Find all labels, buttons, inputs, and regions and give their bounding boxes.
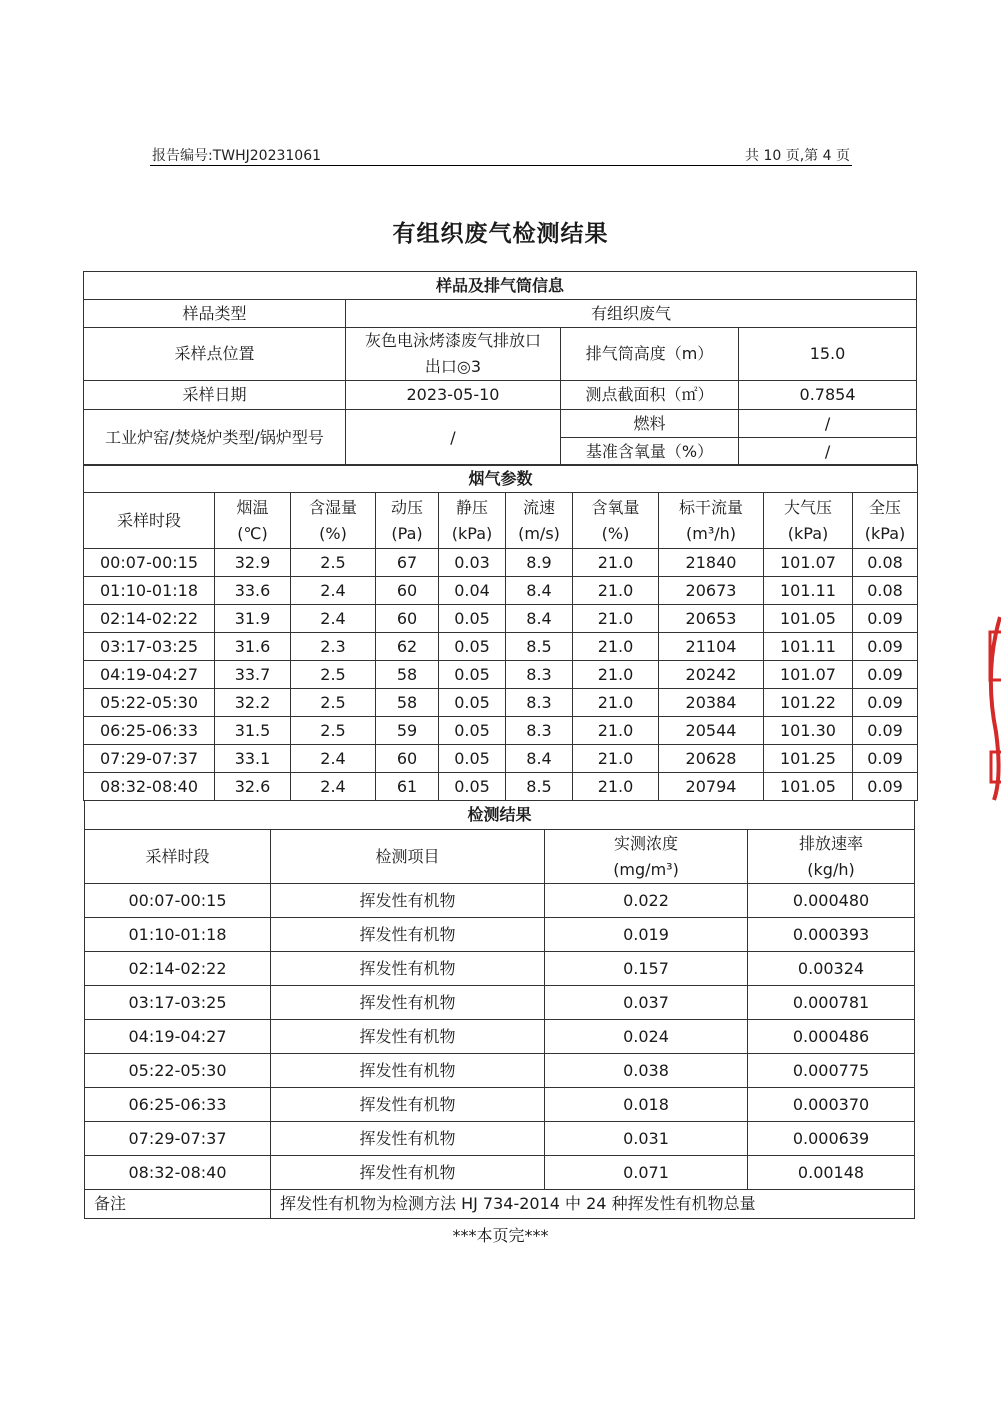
results-header-cell bbox=[748, 830, 915, 884]
flue-cell: 60 bbox=[376, 605, 439, 633]
flue-header-cell bbox=[659, 493, 764, 549]
flue-header-cell bbox=[291, 493, 376, 549]
flue-cell: 31.6 bbox=[215, 633, 291, 661]
flue-cell: 21.0 bbox=[573, 605, 659, 633]
flue-cell: 2.5 bbox=[291, 661, 376, 689]
results-header-name: 检测项目 bbox=[375, 846, 440, 866]
flue-row bbox=[84, 577, 918, 605]
flue-header-unit: (Pa) bbox=[391, 523, 423, 543]
result-cell: 07:29-07:37 bbox=[85, 1122, 271, 1156]
result-cell: 0.024 bbox=[545, 1020, 748, 1054]
result-row bbox=[85, 1020, 915, 1054]
flue-row bbox=[84, 717, 918, 745]
result-cell: 挥发性有机物 bbox=[271, 1020, 545, 1054]
flue-cell: 58 bbox=[376, 661, 439, 689]
flue-cell: 0.05 bbox=[439, 661, 506, 689]
result-cell: 0.071 bbox=[545, 1156, 748, 1190]
page-title: 有组织废气检测结果 bbox=[392, 221, 609, 247]
result-row bbox=[85, 1122, 915, 1156]
flue-cell: 101.05 bbox=[764, 773, 853, 801]
result-cell: 08:32-08:40 bbox=[85, 1156, 271, 1190]
flue-header-cell bbox=[853, 493, 918, 549]
flue-header-unit: (kPa) bbox=[864, 523, 906, 543]
flue-cell: 101.11 bbox=[764, 633, 853, 661]
result-cell: 0.000639 bbox=[748, 1122, 915, 1156]
result-cell: 挥发性有机物 bbox=[271, 1054, 545, 1088]
result-cell: 04:19-04:27 bbox=[85, 1020, 271, 1054]
flue-header-name: 大气压 bbox=[783, 497, 832, 517]
results-header-name: 采样时段 bbox=[145, 846, 210, 866]
flue-cell: 08:32-08:40 bbox=[84, 773, 215, 801]
flue-rows bbox=[84, 549, 918, 801]
area-value: 0.7854 bbox=[739, 381, 917, 410]
location-value-line1: 灰色电泳烤漆废气排放口 bbox=[364, 331, 541, 350]
page-end-marker: ***本页完*** bbox=[452, 1226, 549, 1245]
flue-header-cell bbox=[376, 493, 439, 549]
flue-header-unit: (℃) bbox=[237, 523, 268, 543]
flue-cell: 20794 bbox=[659, 773, 764, 801]
flue-header-name: 烟温 bbox=[236, 497, 269, 517]
flue-cell: 01:10-01:18 bbox=[84, 577, 215, 605]
flue-cell: 2.4 bbox=[291, 577, 376, 605]
page-header bbox=[150, 143, 852, 166]
result-cell: 挥发性有机物 bbox=[271, 986, 545, 1020]
remark-label: 备注 bbox=[85, 1190, 271, 1219]
result-cell: 挥发性有机物 bbox=[271, 918, 545, 952]
report-number: 报告编号:TWHJ20231061 bbox=[152, 148, 322, 164]
flue-header-cell bbox=[506, 493, 573, 549]
flue-header-unit: (kPa) bbox=[787, 523, 829, 543]
result-cell: 0.038 bbox=[545, 1054, 748, 1088]
result-cell: 挥发性有机物 bbox=[271, 952, 545, 986]
flue-cell: 2.4 bbox=[291, 773, 376, 801]
results-header-cell bbox=[271, 830, 545, 884]
flue-header-name: 含氧量 bbox=[591, 497, 640, 517]
flue-cell: 20653 bbox=[659, 605, 764, 633]
flue-cell: 21.0 bbox=[573, 689, 659, 717]
flue-cell: 2.4 bbox=[291, 745, 376, 773]
flue-cell: 2.5 bbox=[291, 717, 376, 745]
flue-cell: 21104 bbox=[659, 633, 764, 661]
result-row bbox=[85, 986, 915, 1020]
flue-header-name: 标干流量 bbox=[678, 497, 743, 517]
flue-cell: 03:17-03:25 bbox=[84, 633, 215, 661]
flue-header-unit: (m³/h) bbox=[685, 523, 736, 543]
location-label: 采样点位置 bbox=[84, 328, 346, 381]
result-cell: 0.037 bbox=[545, 986, 748, 1020]
date-label: 采样日期 bbox=[84, 381, 346, 410]
flue-cell: 8.3 bbox=[506, 717, 573, 745]
results-rows bbox=[85, 884, 915, 1190]
date-value: 2023-05-10 bbox=[346, 381, 561, 410]
flue-cell: 0.03 bbox=[439, 549, 506, 577]
result-cell: 0.000486 bbox=[748, 1020, 915, 1054]
flue-cell: 8.3 bbox=[506, 689, 573, 717]
flue-cell: 0.05 bbox=[439, 745, 506, 773]
flue-header-name: 流速 bbox=[522, 497, 555, 517]
result-cell: 挥发性有机物 bbox=[271, 1122, 545, 1156]
flue-header-unit: (%) bbox=[319, 523, 347, 543]
flue-cell: 0.05 bbox=[439, 773, 506, 801]
flue-cell: 0.05 bbox=[439, 717, 506, 745]
result-row bbox=[85, 952, 915, 986]
flue-cell: 0.05 bbox=[439, 689, 506, 717]
result-cell: 0.157 bbox=[545, 952, 748, 986]
flue-cell: 21.0 bbox=[573, 745, 659, 773]
result-cell: 0.019 bbox=[545, 918, 748, 952]
flue-cell: 20242 bbox=[659, 661, 764, 689]
flue-header-cell bbox=[84, 493, 215, 549]
fuel-label: 燃料 bbox=[561, 410, 739, 438]
flue-header-name: 动压 bbox=[390, 497, 423, 517]
flue-cell: 0.09 bbox=[853, 633, 918, 661]
flue-cell: 101.07 bbox=[764, 661, 853, 689]
stack-height-value: 15.0 bbox=[739, 328, 917, 381]
flue-header-unit: (%) bbox=[601, 523, 630, 543]
flue-cell: 0.08 bbox=[853, 577, 918, 605]
flue-row bbox=[84, 745, 918, 773]
flue-header-name: 含湿量 bbox=[308, 497, 357, 517]
result-cell: 02:14-02:22 bbox=[85, 952, 271, 986]
flue-cell: 101.11 bbox=[764, 577, 853, 605]
result-cell: 挥发性有机物 bbox=[271, 884, 545, 918]
flue-row bbox=[84, 773, 918, 801]
flue-cell: 20628 bbox=[659, 745, 764, 773]
flue-header-name: 全压 bbox=[869, 497, 902, 517]
result-cell: 05:22-05:30 bbox=[85, 1054, 271, 1088]
flue-cell: 21.0 bbox=[573, 773, 659, 801]
result-cell: 挥发性有机物 bbox=[271, 1156, 545, 1190]
flue-header-cell bbox=[215, 493, 291, 549]
flue-header-cell bbox=[439, 493, 506, 549]
flue-cell: 21.0 bbox=[573, 717, 659, 745]
results-section-title: 检测结果 bbox=[85, 801, 915, 830]
results-header-unit: (mg/m³) bbox=[613, 859, 679, 879]
flue-cell: 05:22-05:30 bbox=[84, 689, 215, 717]
flue-cell: 0.09 bbox=[853, 605, 918, 633]
flue-cell: 59 bbox=[376, 717, 439, 745]
flue-cell: 06:25-06:33 bbox=[84, 717, 215, 745]
flue-cell: 8.9 bbox=[506, 549, 573, 577]
stack-height-label: 排气筒高度（m） bbox=[561, 328, 739, 381]
flue-cell: 07:29-07:37 bbox=[84, 745, 215, 773]
flue-row bbox=[84, 689, 918, 717]
flue-cell: 0.05 bbox=[439, 605, 506, 633]
flue-cell: 32.6 bbox=[215, 773, 291, 801]
flue-section-title: 烟气参数 bbox=[84, 465, 918, 493]
flue-cell: 61 bbox=[376, 773, 439, 801]
flue-row bbox=[84, 633, 918, 661]
flue-cell: 0.09 bbox=[853, 689, 918, 717]
flue-cell: 20544 bbox=[659, 717, 764, 745]
flue-cell: 101.05 bbox=[764, 605, 853, 633]
flue-cell: 67 bbox=[376, 549, 439, 577]
result-row bbox=[85, 918, 915, 952]
furnace-label: 工业炉窑/焚烧炉类型/锅炉型号 bbox=[84, 410, 346, 466]
flue-cell: 2.3 bbox=[291, 633, 376, 661]
flue-cell: 8.5 bbox=[506, 633, 573, 661]
flue-cell: 2.5 bbox=[291, 689, 376, 717]
flue-cell: 21.0 bbox=[573, 577, 659, 605]
flue-row bbox=[84, 549, 918, 577]
result-row bbox=[85, 1088, 915, 1122]
flue-cell: 101.22 bbox=[764, 689, 853, 717]
result-cell: 06:25-06:33 bbox=[85, 1088, 271, 1122]
flue-cell: 101.30 bbox=[764, 717, 853, 745]
location-value bbox=[346, 328, 561, 381]
oxygen-label: 基准含氧量（%） bbox=[561, 438, 739, 466]
flue-cell: 58 bbox=[376, 689, 439, 717]
result-cell: 0.00324 bbox=[748, 952, 915, 986]
result-cell: 0.000781 bbox=[748, 986, 915, 1020]
flue-row bbox=[84, 605, 918, 633]
flue-cell: 33.7 bbox=[215, 661, 291, 689]
flue-cell: 21.0 bbox=[573, 549, 659, 577]
flue-cell: 101.07 bbox=[764, 549, 853, 577]
flue-row bbox=[84, 661, 918, 689]
flue-cell: 8.3 bbox=[506, 661, 573, 689]
results-header-cell bbox=[85, 830, 271, 884]
result-row bbox=[85, 1156, 915, 1190]
flue-cell: 21.0 bbox=[573, 661, 659, 689]
flue-header-cell bbox=[764, 493, 853, 549]
flue-cell: 00:07-00:15 bbox=[84, 549, 215, 577]
flue-cell: 0.09 bbox=[853, 661, 918, 689]
flue-cell: 101.25 bbox=[764, 745, 853, 773]
flue-cell: 8.4 bbox=[506, 605, 573, 633]
result-row bbox=[85, 884, 915, 918]
flue-cell: 0.09 bbox=[853, 745, 918, 773]
result-cell: 0.000393 bbox=[748, 918, 915, 952]
red-seal-stamp-fragment bbox=[982, 612, 1001, 802]
flue-cell: 02:14-02:22 bbox=[84, 605, 215, 633]
flue-cell: 31.9 bbox=[215, 605, 291, 633]
flue-cell: 60 bbox=[376, 745, 439, 773]
flue-cell: 33.1 bbox=[215, 745, 291, 773]
flue-cell: 21840 bbox=[659, 549, 764, 577]
flue-cell: 0.08 bbox=[853, 549, 918, 577]
flue-cell: 32.9 bbox=[215, 549, 291, 577]
result-cell: 03:17-03:25 bbox=[85, 986, 271, 1020]
result-row bbox=[85, 1054, 915, 1088]
flue-cell: 21.0 bbox=[573, 633, 659, 661]
result-cell: 挥发性有机物 bbox=[271, 1088, 545, 1122]
flue-cell: 0.09 bbox=[853, 773, 918, 801]
flue-cell: 20384 bbox=[659, 689, 764, 717]
page-indicator: 共 10 页,第 4 页 bbox=[745, 148, 850, 164]
flue-cell: 2.5 bbox=[291, 549, 376, 577]
flue-params-table bbox=[83, 464, 918, 801]
flue-header-name: 静压 bbox=[455, 497, 488, 517]
results-header-name: 排放速率 bbox=[799, 833, 864, 853]
oxygen-value: / bbox=[739, 438, 917, 466]
result-cell: 0.00148 bbox=[748, 1156, 915, 1190]
result-cell: 0.000775 bbox=[748, 1054, 915, 1088]
flue-header-unit: (kPa) bbox=[451, 523, 493, 543]
result-cell: 0.022 bbox=[545, 884, 748, 918]
sample-info-table bbox=[83, 271, 917, 466]
flue-cell: 62 bbox=[376, 633, 439, 661]
sample-info-section-title: 样品及排气筒信息 bbox=[84, 272, 917, 300]
flue-cell: 60 bbox=[376, 577, 439, 605]
flue-header-name: 采样时段 bbox=[116, 510, 181, 530]
result-cell: 01:10-01:18 bbox=[85, 918, 271, 952]
remark-text: 挥发性有机物为检测方法 HJ 734-2014 中 24 种挥发性有机物总量 bbox=[271, 1190, 915, 1219]
flue-cell: 2.4 bbox=[291, 605, 376, 633]
fuel-value: / bbox=[739, 410, 917, 438]
sample-type-value: 有组织废气 bbox=[346, 300, 917, 328]
flue-cell: 0.09 bbox=[853, 717, 918, 745]
area-label: 测点截面积（㎡） bbox=[561, 381, 739, 410]
flue-header-cell bbox=[573, 493, 659, 549]
flue-cell: 8.4 bbox=[506, 745, 573, 773]
results-header-unit: (kg/h) bbox=[807, 859, 855, 879]
flue-cell: 33.6 bbox=[215, 577, 291, 605]
result-cell: 0.031 bbox=[545, 1122, 748, 1156]
flue-cell: 32.2 bbox=[215, 689, 291, 717]
result-cell: 0.000370 bbox=[748, 1088, 915, 1122]
result-cell: 0.018 bbox=[545, 1088, 748, 1122]
flue-cell: 8.4 bbox=[506, 577, 573, 605]
flue-cell: 8.5 bbox=[506, 773, 573, 801]
result-cell: 0.000480 bbox=[748, 884, 915, 918]
flue-cell: 31.5 bbox=[215, 717, 291, 745]
results-header-cell bbox=[545, 830, 748, 884]
results-table bbox=[84, 800, 915, 1219]
sample-type-label: 样品类型 bbox=[84, 300, 346, 328]
furnace-value: / bbox=[346, 410, 561, 466]
flue-cell: 20673 bbox=[659, 577, 764, 605]
flue-header-unit: (m/s) bbox=[518, 523, 560, 543]
result-cell: 00:07-00:15 bbox=[85, 884, 271, 918]
results-header-name: 实测浓度 bbox=[613, 833, 678, 853]
location-value-line2: 出口◎3 bbox=[424, 357, 482, 376]
flue-cell: 0.05 bbox=[439, 633, 506, 661]
flue-cell: 04:19-04:27 bbox=[84, 661, 215, 689]
flue-cell: 0.04 bbox=[439, 577, 506, 605]
